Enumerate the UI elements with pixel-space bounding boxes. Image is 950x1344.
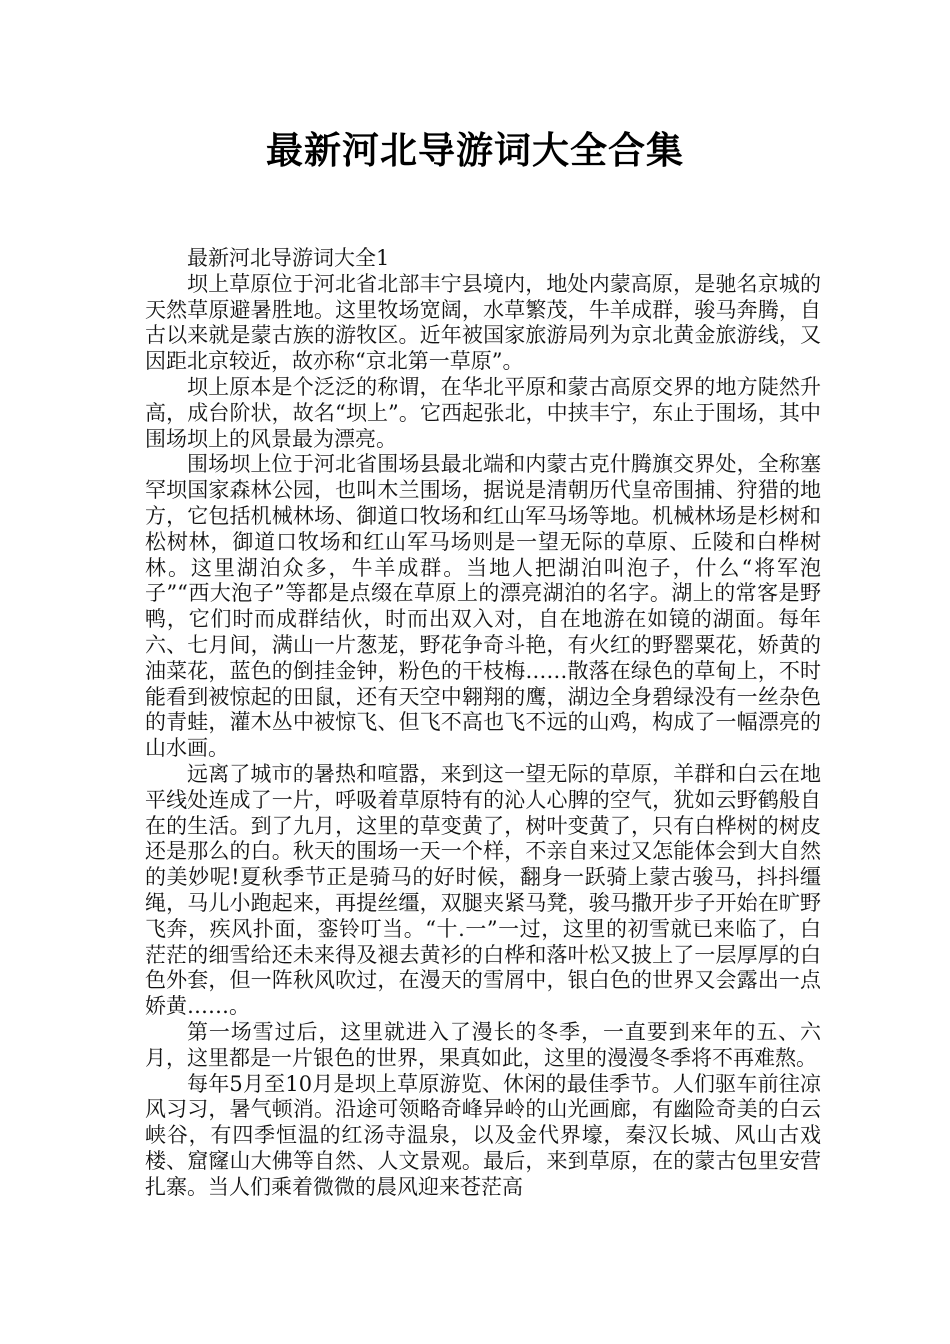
paragraph: 坝上草原位于河北省北部丰宁县境内，地处内蒙高原，是驰名京城的天然草原避暑胜地。这里牧场宽阔，水草繁茂，牛羊成群，骏马奔腾，自古以来就是蒙古族的游牧区。近年被国家旅游局列为京北黄金旅游线，又因距北京较近，故亦称“京北第一草原”。 <box>145 271 821 374</box>
document-title: 最新河北导游词大全合集 <box>266 129 684 172</box>
paragraph: 每年5月至10月是坝上草原游览、休闲的最佳季节。人们驱车前往凉风习习，暑气顿消。沿途可领略奇峰异岭的山光画廊，有幽险奇美的白云峡谷，有四季恒温的红汤寺温泉，以及金代界壕，秦汉长城、风山古戏楼、窟窿山大佛等自然、人文景观。最后，来到草原，在的蒙古包里安营扎寨。当人们乘着微微的晨风迎来苍茫高 <box>145 1071 821 1199</box>
paragraph: 第一场雪过后，这里就进入了漫长的冬季，一直要到来年的五、六月，这里都是一片银色的世界，果真如此，这里的漫漫冬季将不再难熬。 <box>145 1019 821 1070</box>
paragraph: 远离了城市的暑热和喧嚣，来到这一望无际的草原，羊群和白云在地平线处连成了一片，呼吸着草原特有的沁人心脾的空气，犹如云野鹤般自在的生活。到了九月，这里的草变黄了，树叶变黄了，只有白桦树的树皮还是那么的白。秋天的围场一天一个样，不亲自来过又怎能体会到大自然的美妙呢!夏秋季节正是骑马的好时候，翻身一跃骑上蒙古骏马，抖抖缰绳，马儿小跑起来，再提丝缰，双腿夹紧马凳，骏马撒开步子开始在旷野飞奔，疾风扑面，銮铃叮当。“十.一”一过，这里的初雪就已来临了，白茫茫的细雪给还未来得及褪去黄衫的白桦和落叶松又披上了一层厚厚的白色外套，但一阵秋风吹过，在漫天的雪屑中，银白色的世界又会露出一点娇黄……。 <box>145 761 821 1019</box>
document-body <box>145 246 821 1200</box>
paragraph: 坝上原本是个泛泛的称谓，在华北平原和蒙古高原交界的地方陡然升高，成台阶状，故名“坝上”。它西起张北，中挟丰宁，东止于围场，其中围场坝上的风景最为漂亮。 <box>145 374 821 451</box>
paragraph: 围场坝上位于河北省围场县最北端和内蒙古克什腾旗交界处，全称塞罕坝国家森林公园，也叫木兰围场，据说是清朝历代皇帝围捕、狩猎的地方，它包括机械林场、御道口牧场和红山军马场等地。机械林场是杉树和松树林，御道口牧场和红山军马场则是一望无际的草原、丘陵和白桦树林。这里湖泊众多，牛羊成群。当地人把湖泊叫泡子，什么“将军泡子”“西大泡子”等都是点缀在草原上的漂亮湖泊的名字。湖上的常客是野鸭，它们时而成群结伙，时而出双入对，自在地游在如镜的湖面。每年六、七月间，满山一片葱茏，野花争奇斗艳，有火红的野罂粟花，娇黄的油菜花，蓝色的倒挂金钟，粉色的干枝梅……散落在绿色的草甸上，不时能看到被惊起的田鼠，还有天空中翱翔的鹰，湖边全身碧绿没有一丝杂色的青蛙，灌木丛中被惊飞、但飞不高也飞不远的山鸡，构成了一幅漂亮的山水画。 <box>145 452 821 761</box>
section-heading: 最新河北导游词大全1 <box>187 246 390 270</box>
